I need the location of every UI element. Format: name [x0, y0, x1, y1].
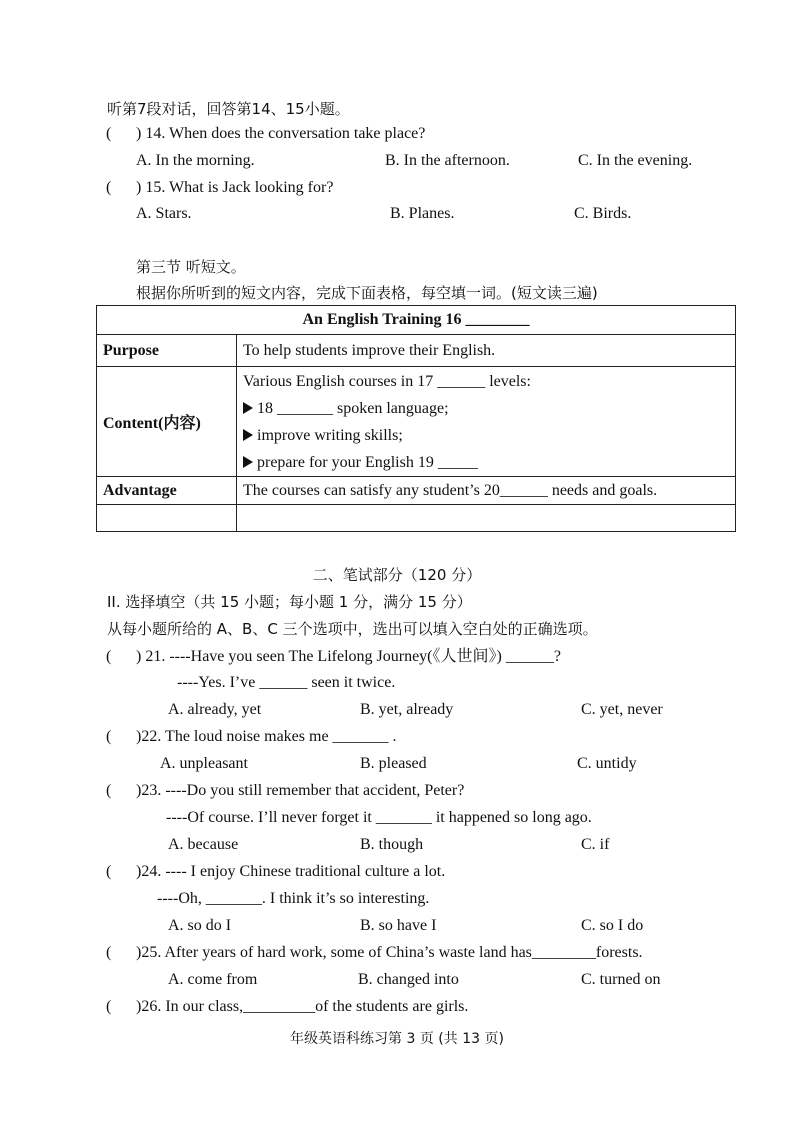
- q25-option-b: B. changed into: [358, 971, 459, 988]
- content-cell: [237, 367, 736, 477]
- q14-option-a: A. In the morning.: [136, 152, 255, 169]
- q25-option-c: C. turned on: [581, 971, 661, 988]
- answer-paren-q21[interactable]: (: [106, 648, 112, 665]
- question-22-stem: )22. The loud noise makes me _______ .: [136, 728, 397, 745]
- question-21-reply: ----Yes. I’ve ______ seen it twice.: [177, 674, 396, 691]
- answer-paren-q15[interactable]: (: [106, 179, 112, 196]
- empty-text-cell: [237, 505, 736, 532]
- triangle-bullet-icon: [243, 402, 253, 414]
- q23-option-c: C. if: [581, 836, 610, 853]
- q14-option-c: C. In the evening.: [578, 152, 693, 169]
- page-footer: 年级英语科练习第 3 页 (共 13 页): [290, 1031, 504, 1047]
- q15-option-a: A. Stars.: [136, 205, 192, 222]
- question-26-stem: )26. In our class,_________of the students are girls.: [136, 998, 469, 1015]
- content-line-2: 18 _______ spoken language;: [243, 395, 729, 422]
- q24-option-c: C. so I do: [581, 917, 644, 934]
- question-23-reply: ----Of course. I’ll never forget it _______ it happened so long ago.: [166, 809, 592, 826]
- q23-option-b: B. though: [360, 836, 424, 853]
- question-25-stem: )25. After years of hard work, some of China’s waste land has________forests.: [136, 944, 643, 961]
- advantage-label: Advantage: [97, 477, 237, 505]
- question-21-stem: ) 21. ----Have you seen The Lifelong Journey(《人世间》) ______?: [136, 648, 561, 665]
- written-heading: 二、笔试部分（120 分）: [312, 566, 482, 584]
- q21-option-a: A. already, yet: [168, 701, 262, 718]
- q21-option-c: C. yet, never: [581, 701, 663, 718]
- q25-option-a: A. come from: [168, 971, 258, 988]
- q14-option-b: B. In the afternoon.: [385, 152, 510, 169]
- answer-paren-q14[interactable]: (: [106, 125, 112, 142]
- question-24-stem: )24. ---- I enjoy Chinese traditional culture a lot.: [136, 863, 446, 880]
- q22-option-c: C. untidy: [577, 755, 637, 772]
- section-ii-title: II. 选择填空（共 15 小题；每小题 1 分，满分 15 分）: [107, 593, 472, 611]
- question-23-stem: )23. ----Do you still remember that accident, Peter?: [136, 782, 465, 799]
- q23-option-a: A. because: [168, 836, 239, 853]
- triangle-bullet-icon: [243, 429, 253, 441]
- content-line-1: Various English courses in 17 ______ levels:: [243, 372, 531, 390]
- answer-paren-q23[interactable]: (: [106, 782, 112, 799]
- answer-paren-q26[interactable]: (: [106, 998, 112, 1015]
- section3-title: 第三节 听短文。: [136, 258, 246, 276]
- q15-option-c: C. Birds.: [574, 205, 632, 222]
- training-table: [96, 305, 736, 532]
- question-14-stem: ) 14. When does the conversation take place?: [136, 125, 426, 142]
- content-line-4: prepare for your English 19 _____: [243, 449, 729, 476]
- dialog7-intro: 听第7段对话，回答第14、15小题。: [107, 100, 350, 118]
- section-ii-instructions: 从每小题所给的 A、B、C 三个选项中，选出可以填入空白处的正确选项。: [107, 620, 598, 638]
- purpose-text: To help students improve their English.: [237, 335, 736, 367]
- answer-paren-q25[interactable]: (: [106, 944, 112, 961]
- answer-paren-q22[interactable]: (: [106, 728, 112, 745]
- table-title: An English Training 16 ________: [97, 306, 736, 335]
- question-15-stem: ) 15. What is Jack looking for?: [136, 179, 334, 196]
- content-label: Content(内容): [97, 367, 237, 477]
- empty-label-cell: [97, 505, 237, 532]
- question-24-reply: ----Oh, _______. I think it’s so interesting.: [157, 890, 430, 907]
- content-line-3: improve writing skills;: [243, 422, 729, 449]
- q22-option-b: B. pleased: [360, 755, 427, 772]
- triangle-bullet-icon: [243, 456, 253, 468]
- q24-option-b: B. so have I: [360, 917, 437, 934]
- section3-instructions: 根据你所听到的短文内容，完成下面表格，每空填一词。(短文读三遍): [136, 284, 598, 302]
- answer-paren-q24[interactable]: (: [106, 863, 112, 880]
- q22-option-a: A. unpleasant: [160, 755, 248, 772]
- q15-option-b: B. Planes.: [390, 205, 455, 222]
- purpose-label: Purpose: [97, 335, 237, 367]
- q24-option-a: A. so do I: [168, 917, 232, 934]
- advantage-text: The courses can satisfy any student’s 20______ needs and goals.: [237, 477, 736, 505]
- q21-option-b: B. yet, already: [360, 701, 454, 718]
